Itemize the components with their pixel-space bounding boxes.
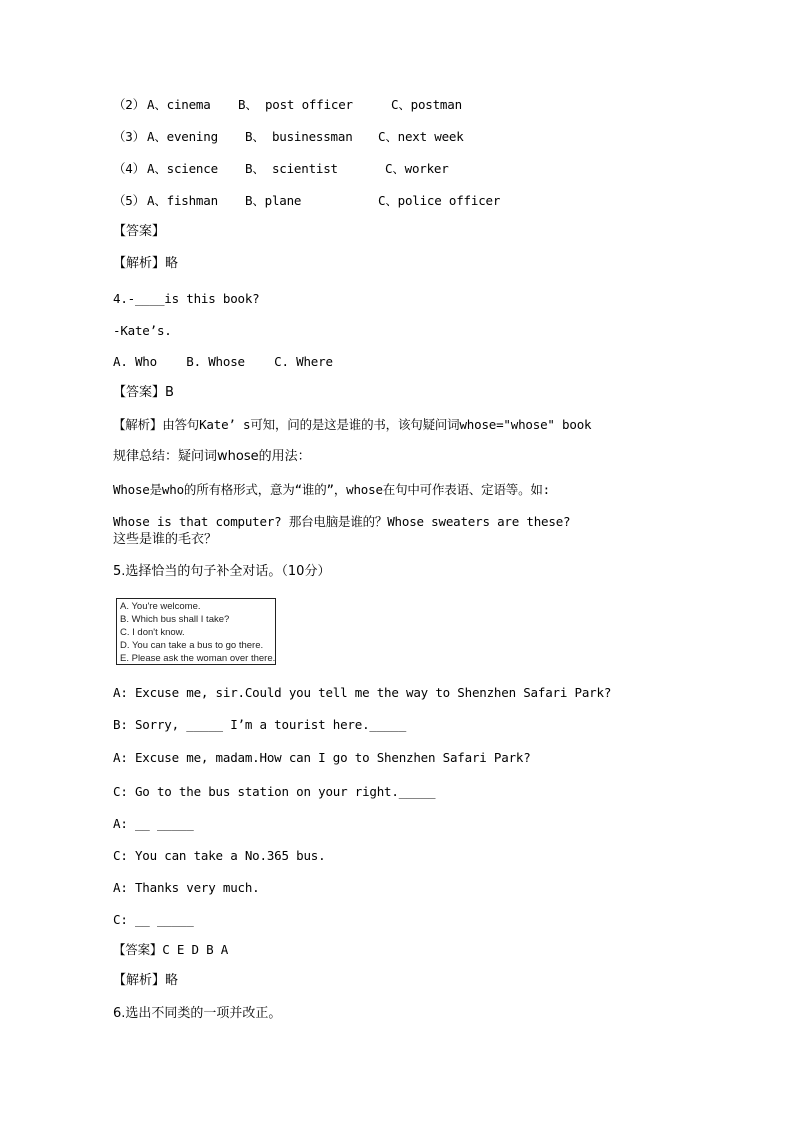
option-num: （5） xyxy=(113,193,145,208)
dialogue-line-6: C: You can take a No.365 bus. xyxy=(113,848,326,863)
dialogue-line-7: A: Thanks very much. xyxy=(113,880,260,895)
option-b: B、 businessman xyxy=(245,129,353,144)
dialogue-line-4: C: Go to the bus station on your right._____ xyxy=(113,784,436,799)
option-a: A、evening xyxy=(147,129,218,144)
dialogue-line-8: C: __ _____ xyxy=(113,912,194,927)
box-option-d: D. You can take a bus to go there. xyxy=(120,640,264,651)
q6-question: 6.选出不同类的一项并改正。 xyxy=(113,1006,282,1021)
dialogue-line-2: B: Sorry, _____ I’m a tourist here._____ xyxy=(113,717,407,732)
option-b: B、 post officer xyxy=(238,97,353,112)
box-option-c: C. I don't know. xyxy=(120,627,185,638)
option-c: C、next week xyxy=(378,129,464,144)
dialogue-line-5: A: __ _____ xyxy=(113,816,194,831)
q4-question: 4.-____is this book? xyxy=(113,291,260,306)
option-c: C、postman xyxy=(391,97,462,112)
options-box xyxy=(116,598,276,665)
q4-choices: A. Who B. Whose C. Where xyxy=(113,354,333,369)
box-option-b: B. Which bus shall I take? xyxy=(120,614,230,625)
q4-example-2: 这些是谁的毛衣？ xyxy=(113,532,218,547)
q5-analysis: 【解析】略 xyxy=(113,973,179,988)
q5-question: 5.选择恰当的句子补全对话。（10分） xyxy=(113,564,331,579)
box-option-e: E. Please ask the woman over there. xyxy=(120,653,276,664)
q5-answer: 【答案】C E D B A xyxy=(113,942,229,957)
q3-analysis: 【解析】略 xyxy=(113,256,179,271)
option-num: （3） xyxy=(113,129,145,144)
option-num: （2） xyxy=(113,97,145,112)
option-b: B、 scientist xyxy=(245,161,338,176)
q3-answer: 【答案】 xyxy=(113,224,166,239)
option-c: C、worker xyxy=(385,161,449,176)
q4-reply: -Kate’s. xyxy=(113,323,172,338)
q4-example-1: Whose is that computer? 那台电脑是谁的？Whose sweaters are these? xyxy=(113,514,571,529)
option-b: B、plane xyxy=(245,193,302,208)
dialogue-line-3: A: Excuse me, madam.How can I go to Shenzhen Safari Park? xyxy=(113,750,531,765)
box-option-a: A. You're welcome. xyxy=(120,601,201,612)
option-c: C、police officer xyxy=(378,193,501,208)
q4-rule: 规律总结：疑问词whose的用法： xyxy=(113,449,311,464)
dialogue-line-1: A: Excuse me, sir.Could you tell me the way to Shenzhen Safari Park? xyxy=(113,685,612,700)
option-num: （4） xyxy=(113,161,145,176)
q4-analysis: 【解析】由答句Kate’ s可知，问的是这是谁的书，该句疑问词whose="whose" book xyxy=(113,417,592,432)
q4-answer: 【答案】B xyxy=(113,385,174,400)
q4-usage: Whose是who的所有格形式，意为“谁的”，whose在句中可作表语、定语等。如: xyxy=(113,482,551,497)
option-a: A、fishman xyxy=(147,193,218,208)
option-a: A、science xyxy=(147,161,218,176)
option-a: A、cinema xyxy=(147,97,211,112)
